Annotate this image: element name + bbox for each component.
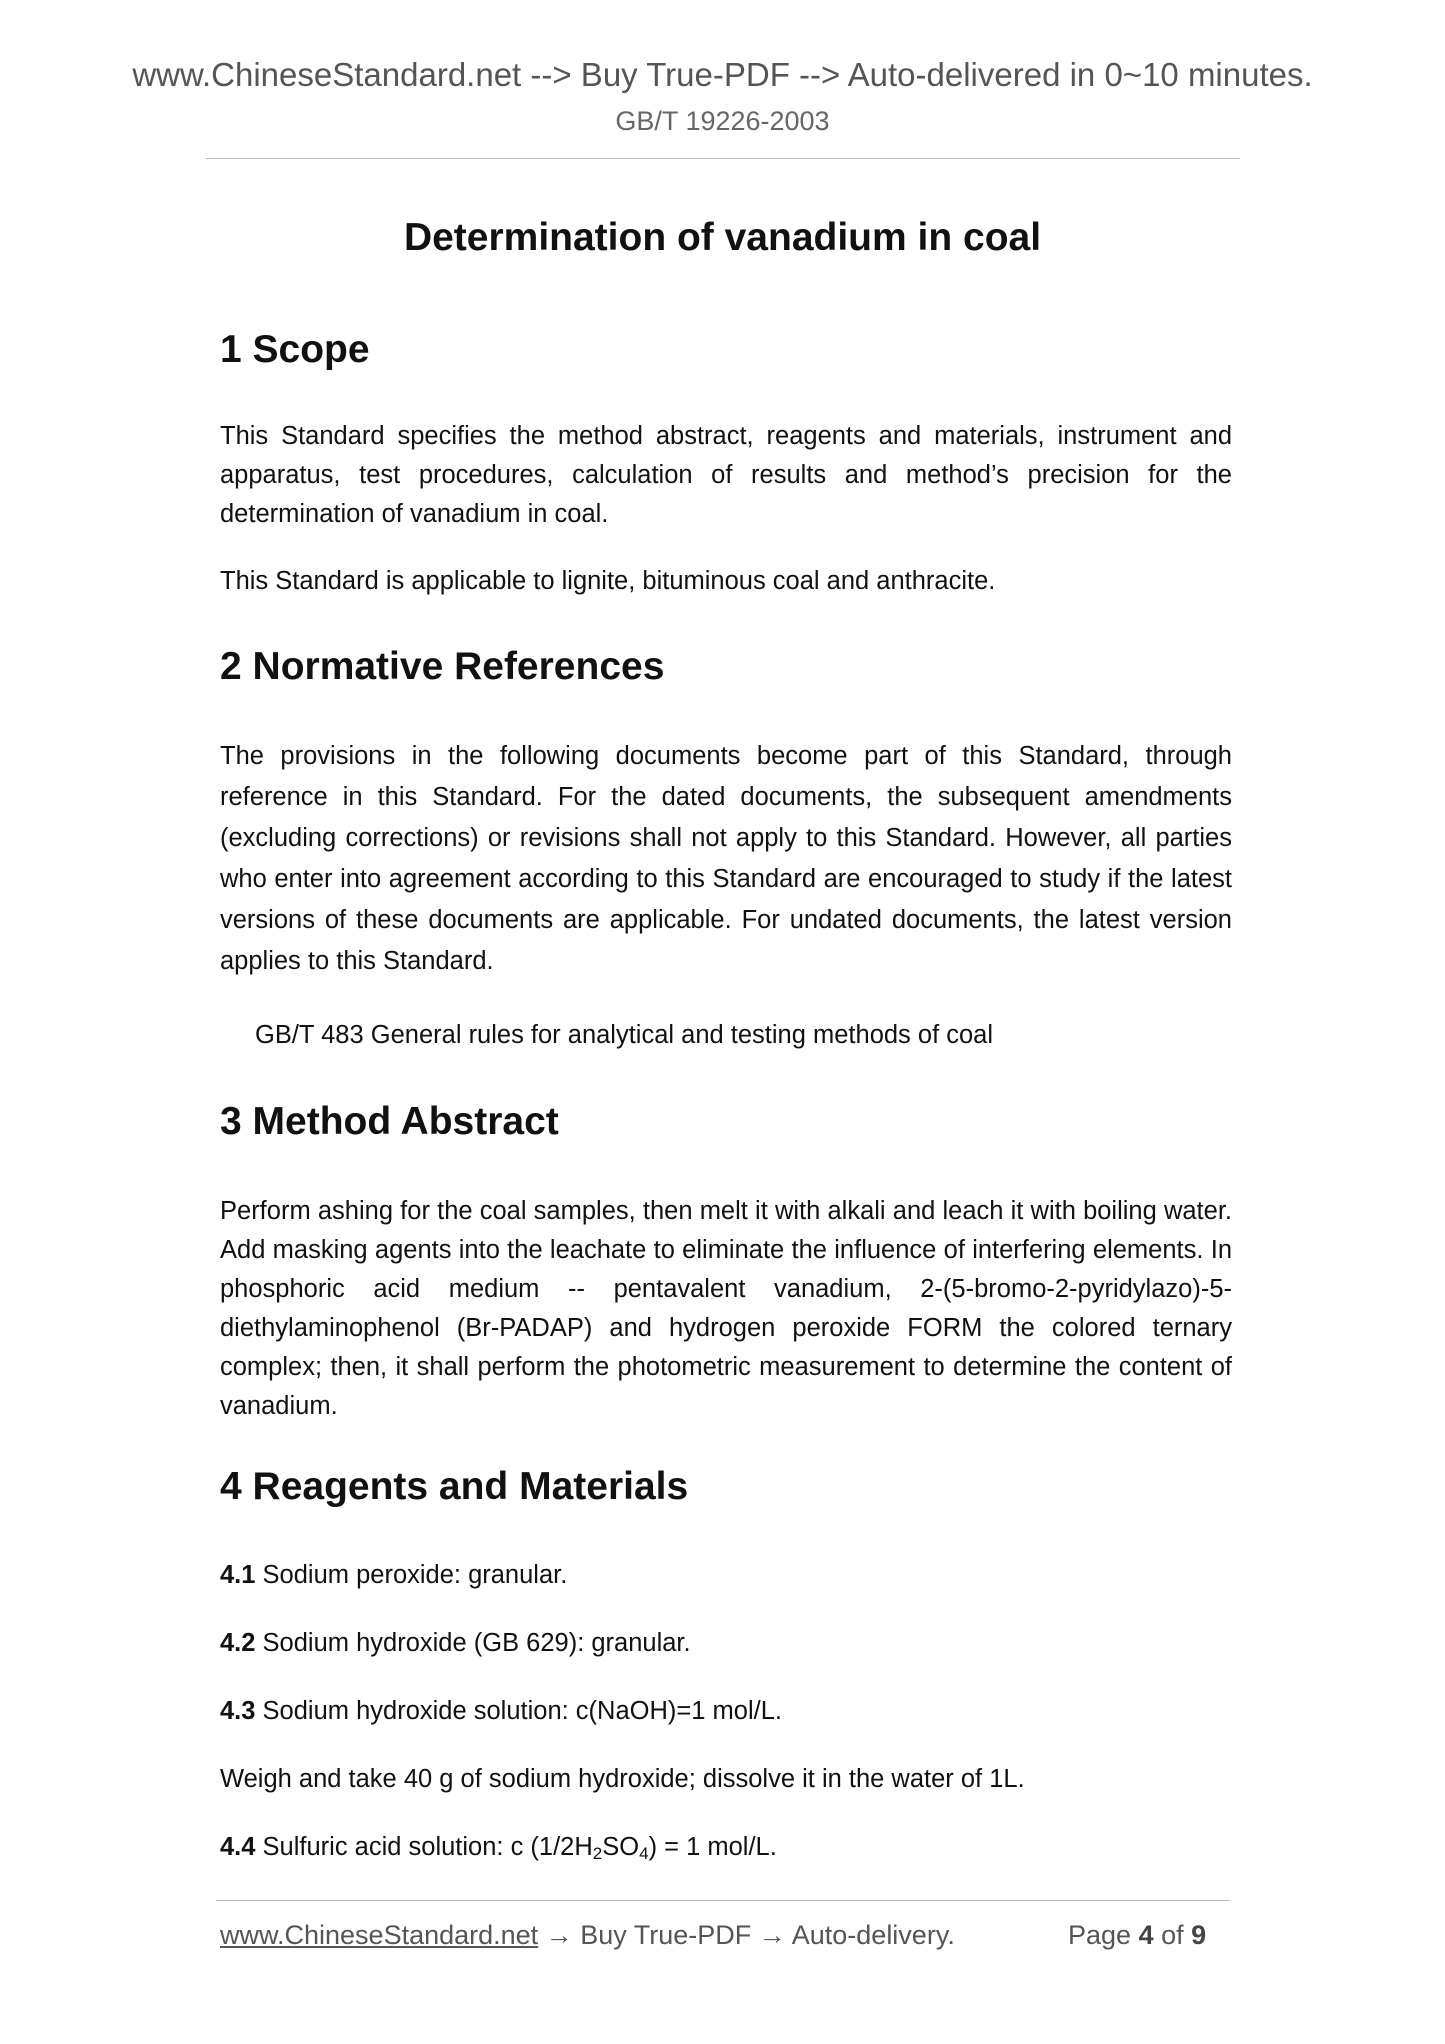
reagent-item [220,1556,567,1595]
reagent-number: 4.4 [220,1833,256,1861]
header-divider [206,158,1240,159]
reference-item-gbt483: GB/T 483 General rules for analytical and testing methods of coal [255,1021,994,1049]
reagent-text: Sodium peroxide: granular. [262,1561,568,1589]
reagent-text-prefix: Sulfuric acid solution: c (1/2H [262,1833,593,1861]
scope-paragraph-2: This Standard is applicable to lignite, bituminous coal and anthracite. [220,567,996,595]
reagent-text: Sodium hydroxide solution: c(NaOH)=1 mol/L. [262,1697,782,1725]
page-indicator [1068,1920,1206,1951]
reagent-item [220,1692,782,1731]
header-banner: www.ChineseStandard.net --> Buy True-PDF --> Auto-delivered in 0~10 minutes. [132,56,1313,93]
section-heading-references: 2 Normative References [220,645,665,688]
reagent-text-suffix: ) = 1 mol/L. [648,1833,777,1861]
standard-code: GB/T 19226-2003 [615,106,830,136]
reagent-number: 4.2 [220,1629,256,1657]
page-label: Page [1068,1920,1139,1950]
footer-divider [216,1900,1230,1901]
reagent-item [220,1624,691,1663]
subscript: 4 [639,1844,649,1863]
footer-promo-text: → Buy True-PDF → Auto-delivery. [538,1920,955,1950]
footer-promo [220,1920,955,1951]
reagent-text-mid: SO [602,1833,640,1861]
reagent-number: 4.1 [220,1561,256,1589]
section-heading-reagents: 4 Reagents and Materials [220,1465,689,1508]
references-paragraph: The provisions in the following documents become part of this Standard, through reference in this Standard. For the dated documents, the subsequent amendments (excluding corrections) or revisions shall not apply to this Standard. However, all parties who enter into agreement according to this Standard are encouraged to study if the latest versions of these documents are applicable. For undated documents, the latest version applies to this Standard. [220,742,1232,975]
page-of-label: of [1153,1920,1192,1950]
document-title: Determination of vanadium in coal [403,216,1042,259]
reagent-number: 4.3 [220,1697,256,1725]
footer-site-link[interactable]: www.ChineseStandard.net [220,1920,539,1950]
page-total: 9 [1191,1920,1207,1950]
page-number: 4 [1138,1920,1154,1950]
section-heading-method: 3 Method Abstract [220,1100,559,1143]
subscript: 2 [592,1844,603,1863]
method-paragraph: Perform ashing for the coal samples, then melt it with alkali and leach it with boiling water. Add masking agents into the leachate to eliminate the influence of interfering elements. In phosphoric acid medium -- pentavalent vanadium, 2-(5-bromo-2-pyridylazo)-5-diethylaminophenol (Br-PADAP) and hydrogen peroxide FORM the colored ternary complex; then, it shall perform the photometric measurement to determine the content of vanadium. [220,1197,1232,1420]
scope-paragraph-1: This Standard specifies the method abstract, reagents and materials, instrument and apparatus, test procedures, calculation of results and method’s precision for the determination of vanadium in coal. [220,422,1232,528]
reagent-text: Sodium hydroxide (GB 629): granular. [262,1629,691,1657]
reagent-item [220,1828,777,1867]
section-heading-scope: 1 Scope [220,328,370,371]
reagent-note: Weigh and take 40 g of sodium hydroxide; dissolve it in the water of 1L. [220,1765,1025,1793]
